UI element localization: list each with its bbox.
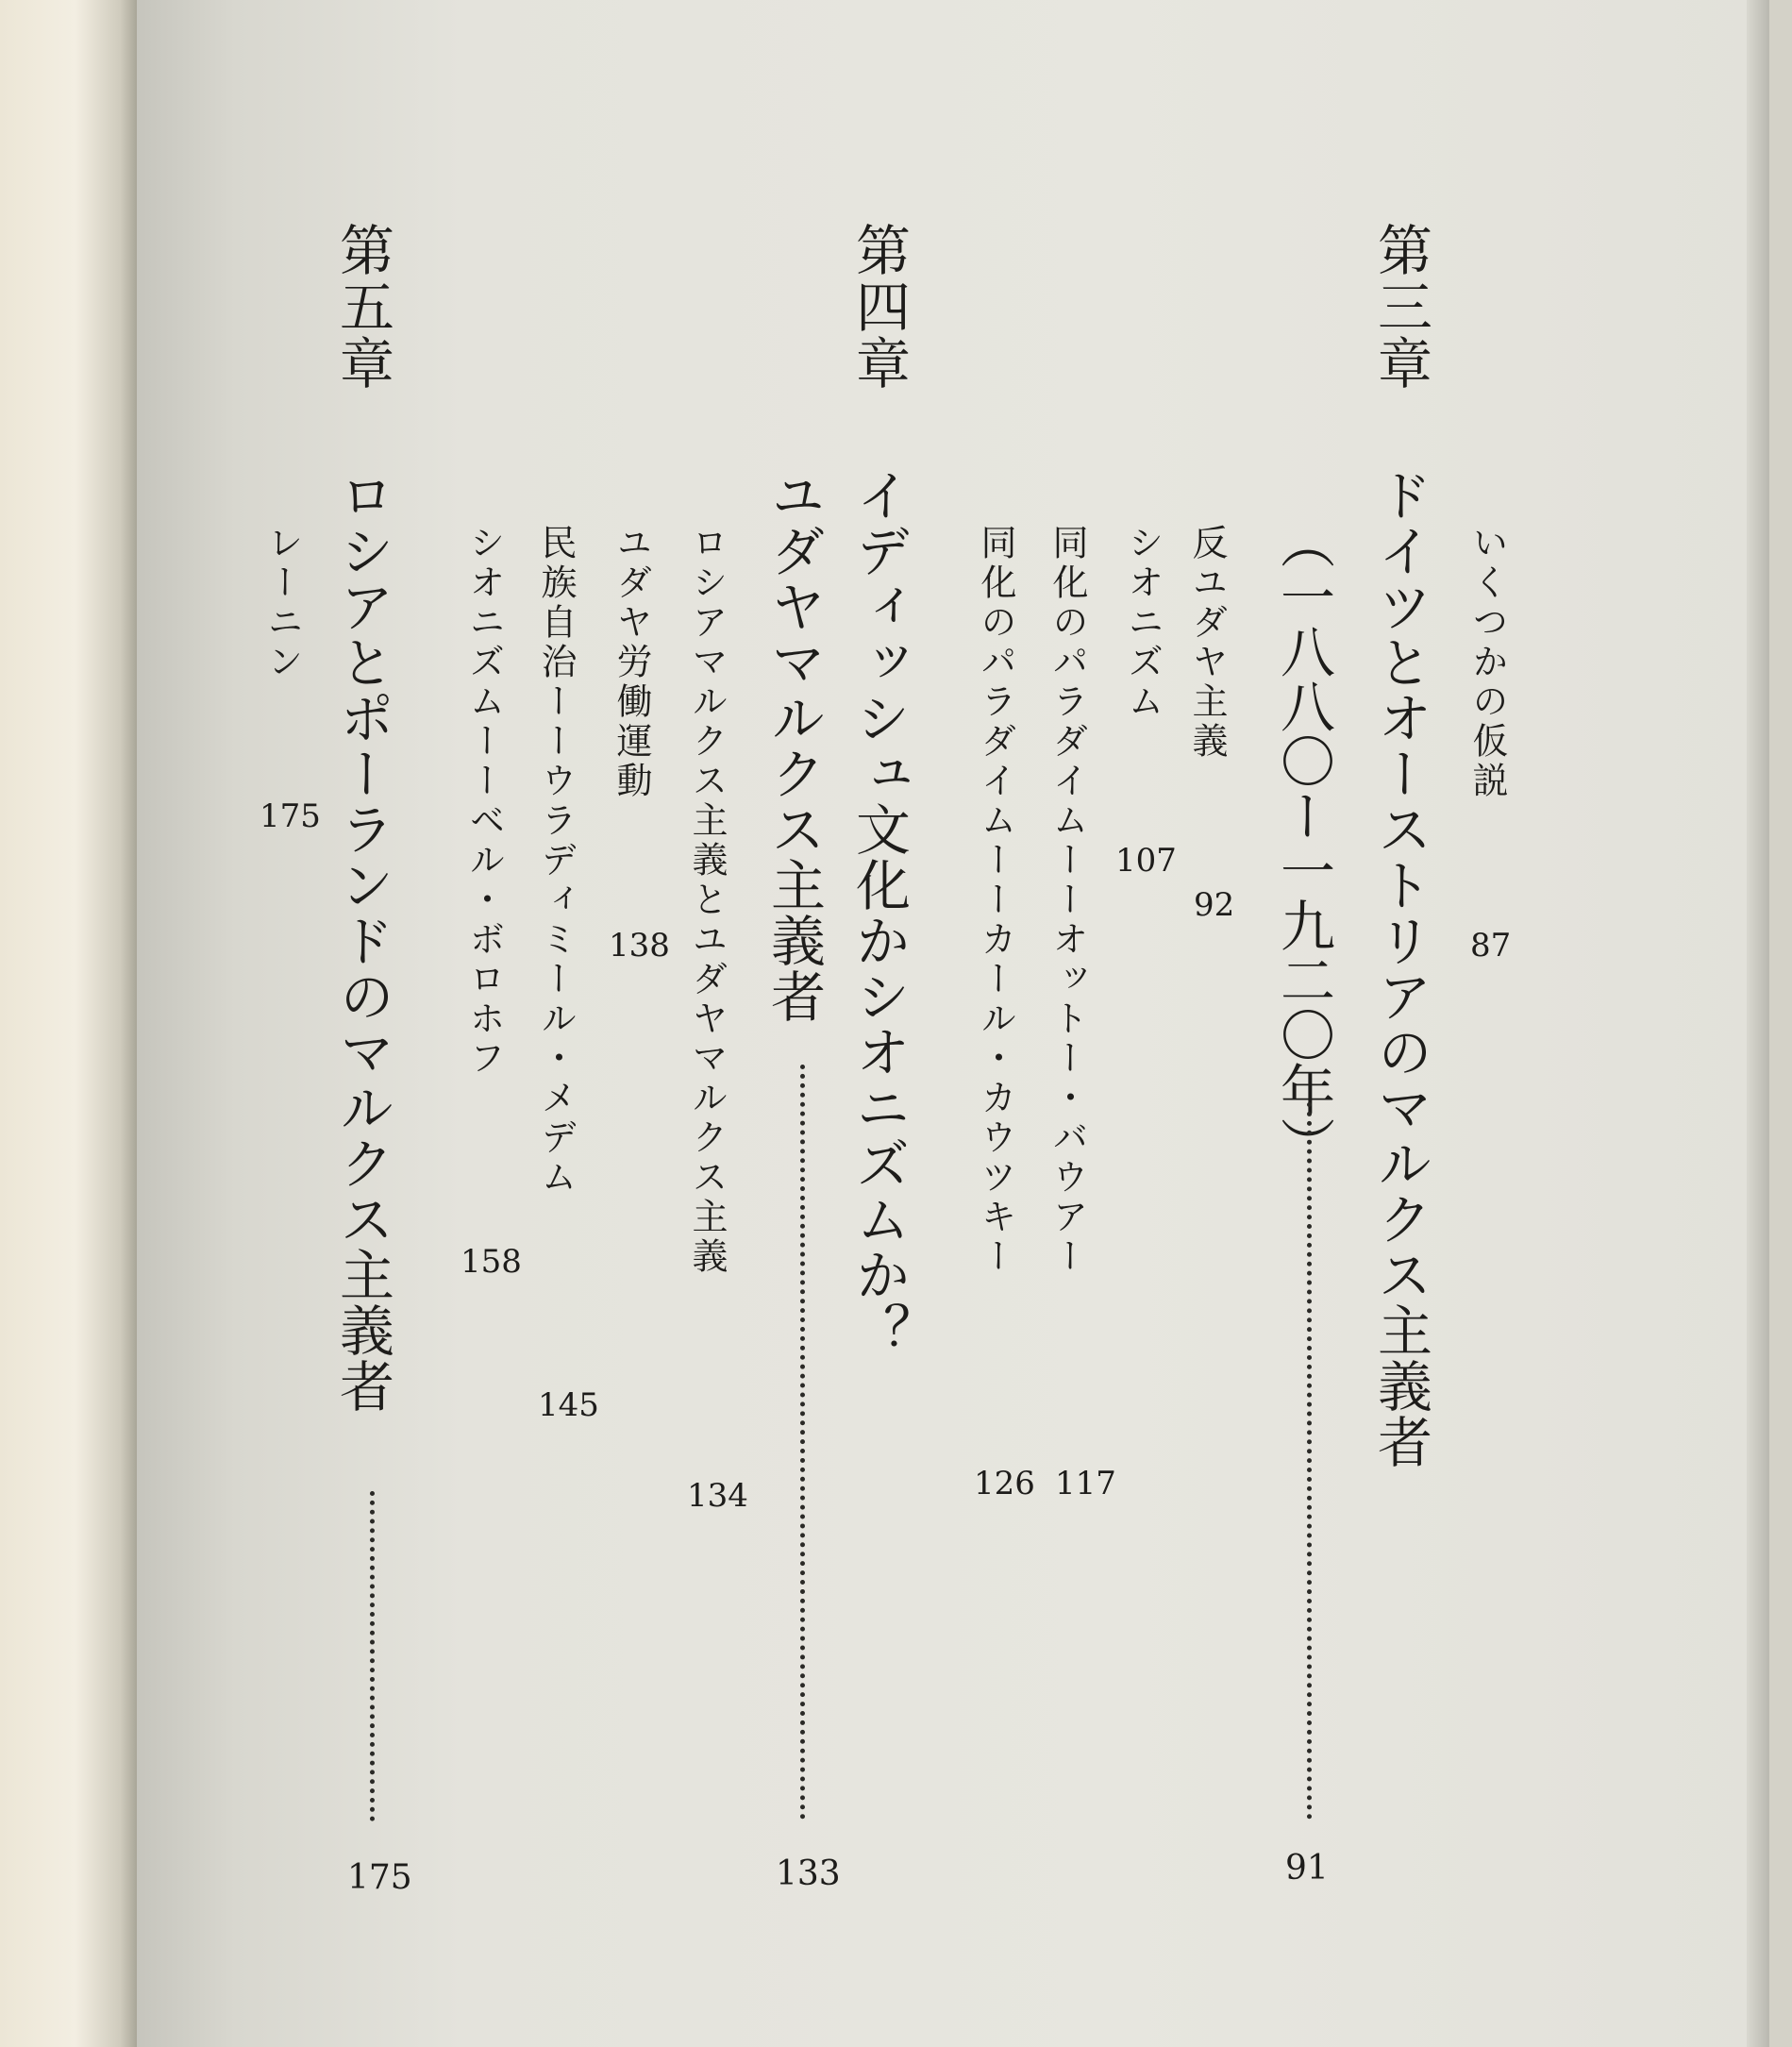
chapter-3-title: ドイツとオーストリアのマルクス主義者: [1368, 467, 1432, 1469]
chapter-4-subtitle: ユダヤマルクス主義者: [762, 467, 826, 1024]
prev-entry-title: いくつかの仮説: [1466, 524, 1508, 801]
ch3-section-4-page: 126: [974, 1465, 1035, 1502]
chapter-3-page: 91: [1285, 1849, 1329, 1888]
ch4-section-4-page: 158: [461, 1243, 522, 1281]
ch3-section-2-page: 107: [1115, 842, 1177, 880]
ch3-section-3-title: 同化のパラダイムーーオットー・バウアー: [1047, 524, 1088, 1277]
book-spine-shadow: [0, 0, 137, 2047]
ch4-section-1-title: ロシアマルクス主義とユダヤマルクス主義: [686, 524, 728, 1277]
page-edge: [1747, 0, 1769, 2047]
chapter-5-leader-dots: [370, 1491, 375, 1821]
chapter-3-label: 第三章: [1368, 222, 1432, 392]
ch3-section-3-page: 117: [1055, 1465, 1116, 1502]
ch4-section-2-page: 138: [609, 927, 670, 965]
chapter-5-label: 第五章: [330, 222, 394, 392]
ch3-section-2-title: シオニズム: [1122, 524, 1164, 722]
ch5-section-1-page: 175: [260, 797, 321, 835]
ch4-section-3-page: 145: [538, 1386, 599, 1424]
chapter-4-leader-dots: [800, 1065, 805, 1820]
chapter-5-title: ロシアとポーランドのマルクス主義者: [330, 467, 394, 1414]
ch3-section-1-title: 反ユダヤ主義: [1186, 524, 1228, 762]
ch3-section-1-page: 92: [1194, 886, 1235, 924]
chapter-4-page: 133: [776, 1854, 841, 1893]
prev-entry-page: 87: [1470, 927, 1512, 965]
chapter-4-label: 第四章: [846, 222, 911, 392]
chapter-3-subtitle: （一八八〇ー一九二〇年）: [1271, 514, 1335, 1171]
chapter-3-leader-dots: [1307, 1102, 1312, 1820]
ch4-section-2-title: ユダヤ労働運動: [611, 524, 652, 801]
ch4-section-3-title: 民族自治ーーウラディミール・メデム: [535, 524, 577, 1198]
ch3-section-4-title: 同化のパラダイムーーカール・カウツキー: [975, 524, 1016, 1277]
chapter-5-page: 175: [347, 1858, 412, 1897]
ch4-section-1-page: 134: [687, 1477, 748, 1515]
ch5-section-1-title: レーニン: [261, 524, 303, 682]
chapter-4-title: イディッシュ文化かシオニズムか？: [846, 467, 911, 1358]
ch4-section-4-title: シオニズムーーベル・ボロホフ: [463, 524, 505, 1079]
